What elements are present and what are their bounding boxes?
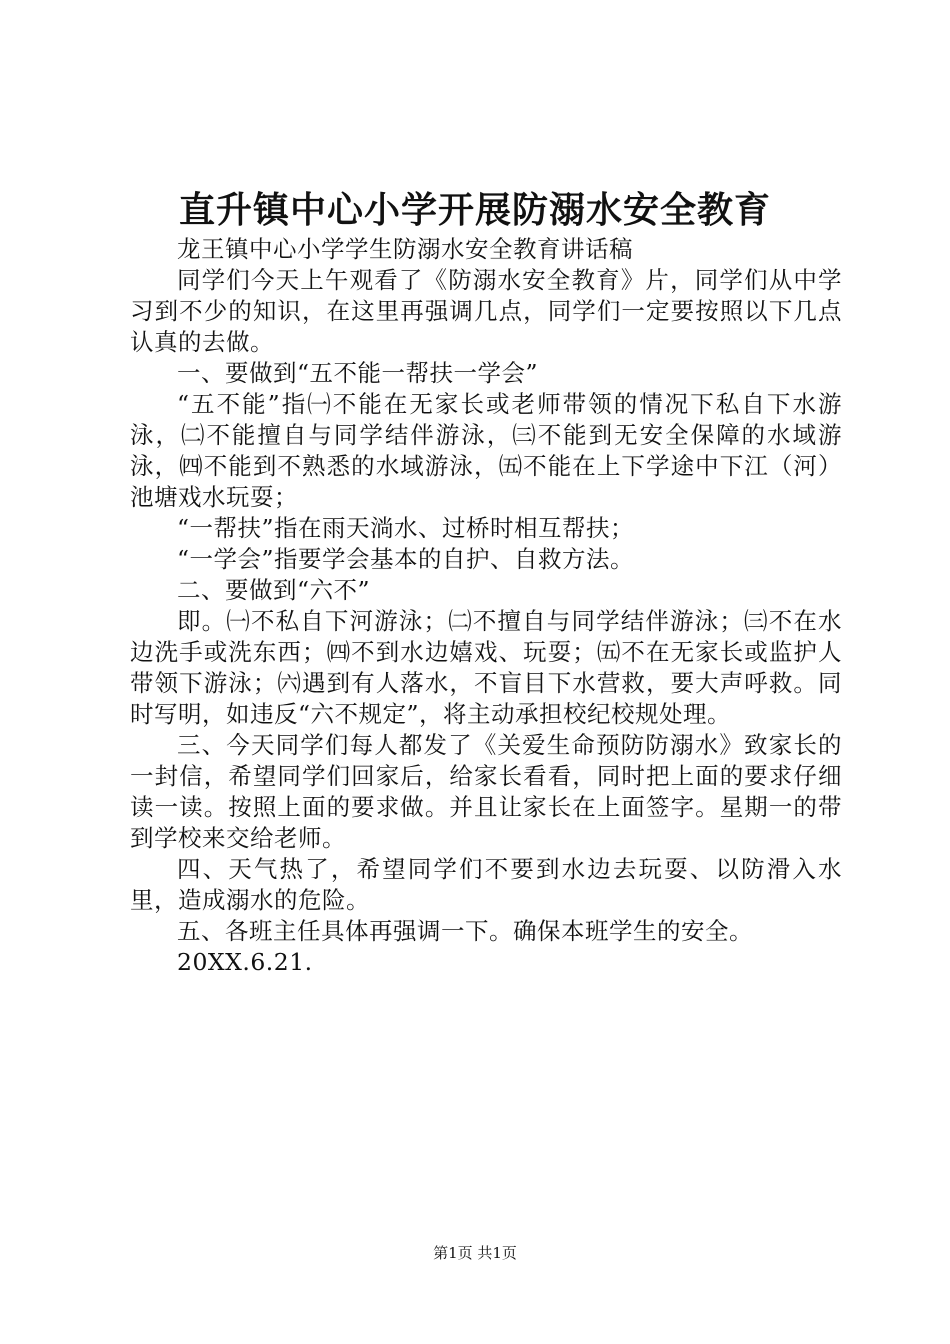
section-3-paragraph: 三、今天同学们每人都发了《关爱生命预防防溺水》致家长的一封信，希望同学们回家后，给家长看看，同时把上面的要求仔细读一读。按照上面的要求做。并且让家长在上面签字。星期一的带到学校来交给老师。 [130, 731, 842, 852]
page-number-footer: 第1页 共1页 [433, 1244, 517, 1262]
intro-paragraph: 同学们今天上午观看了《防溺水安全教育》片，同学们从中学习到不少的知识，在这里再强调几点，同学们一定要按照以下几点认真的去做。 [130, 266, 842, 356]
speech-heading: 龙王镇中心小学学生防溺水安全教育讲话稿 [177, 235, 633, 263]
one-help-paragraph: “一帮扶”指在雨天淌水、过桥时相互帮扶； [177, 514, 635, 542]
document-title: 直升镇中心小学开展防溺水安全教育 [178, 189, 771, 231]
section-5-paragraph: 五、各班主任具体再强调一下。确保本班学生的安全。 [177, 917, 753, 945]
section-2-heading: 二、要做到“六不” [177, 576, 371, 604]
section-1-heading: 一、要做到“五不能一帮扶一学会” [177, 359, 539, 387]
document-body [130, 234, 842, 978]
five-cannot-paragraph: “五不能”指㈠不能在无家长或老师带领的情况下私自下水游泳，㈡不能擅自与同学结伴游泳，㈢不能到无安全保障的水域游泳，㈣不能到不熟悉的水域游泳，㈤不能在上下学途中下江（河）池塘戏水玩耍； [130, 390, 842, 511]
one-learn-paragraph: “一学会”指要学会基本的自护、自救方法。 [177, 545, 635, 573]
date-line: 20XX.6.21. [177, 948, 313, 976]
six-not-paragraph: 即。㈠不私自下河游泳；㈡不擅自与同学结伴游泳；㈢不在水边洗手或洗东西；㈣不到水边嬉戏、玩耍；㈤不在无家长或监护人带领下游泳；㈥遇到有人落水，不盲目下水营救，要大声呼救。同时写明，如违反“六不规定”，将主动承担校纪校规处理。 [130, 607, 842, 728]
section-4-paragraph: 四、天气热了，希望同学们不要到水边去玩耍、以防滑入水里，造成溺水的危险。 [130, 855, 842, 914]
